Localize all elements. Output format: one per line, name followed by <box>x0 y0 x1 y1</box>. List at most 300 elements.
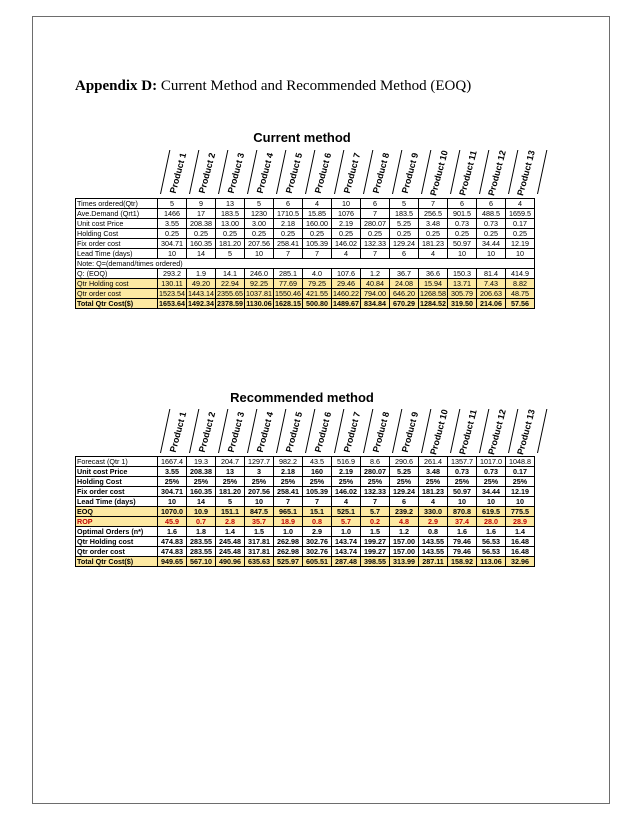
product-header: Product 1 <box>167 151 189 195</box>
table-cell: 4.0 <box>303 269 332 279</box>
table-cell: 0.73 <box>448 219 477 229</box>
product-header: Product 13 <box>515 408 537 456</box>
table-cell: 50.97 <box>448 239 477 249</box>
table-cell: 15.1 <box>303 507 332 517</box>
table-cell: 293.2 <box>158 269 187 279</box>
table-cell: 0.25 <box>390 229 419 239</box>
table-cell: 1460.22 <box>333 289 359 298</box>
row-label: Times ordered(Qtr) <box>76 199 158 209</box>
row-label: Qtr order cost <box>76 289 158 299</box>
product-header: Product 7 <box>341 410 363 454</box>
table-cell: 500.80 <box>303 299 332 309</box>
table-cell: 14.1 <box>216 269 245 279</box>
table-cell: 25% <box>216 477 245 487</box>
table-cell: 1037.81 <box>246 289 272 298</box>
appendix-heading-bold: Appendix D: <box>75 78 158 94</box>
table-cell: 2.8 <box>216 517 245 527</box>
table-cell: 965.1 <box>274 507 303 517</box>
table-cell: 635.63 <box>245 557 274 567</box>
table-row <box>76 497 535 507</box>
row-label: EOQ <box>76 507 158 517</box>
row-label: Qtr Holding cost <box>76 279 158 289</box>
table-cell: 1667.4 <box>158 457 187 467</box>
row-label: ROP <box>76 517 158 527</box>
table-cell: 0.17 <box>506 467 535 477</box>
table-cell: 10 <box>448 249 477 259</box>
product-header: Product 13 <box>515 149 537 197</box>
table-cell: 208.38 <box>187 467 216 477</box>
table-cell: 79.46 <box>448 537 477 547</box>
table-cell: 1653.64 <box>159 299 185 308</box>
table-cell: 7 <box>361 209 390 219</box>
table-cell: 1.4 <box>216 527 245 537</box>
table-cell: 157.00 <box>390 547 419 557</box>
table-cell: 304.71 <box>158 239 187 249</box>
table-cell: 56.53 <box>477 537 506 547</box>
table-cell: 32.96 <box>506 557 535 567</box>
table-cell: 0.25 <box>506 229 535 239</box>
table-row <box>76 219 535 229</box>
table-cell: 25% <box>419 477 448 487</box>
table-row <box>76 289 535 299</box>
table-cell: 10 <box>332 199 361 209</box>
row-label: Lead Time (days) <box>76 497 158 507</box>
row-label: Holding Cost <box>76 477 158 487</box>
table-cell: 2.18 <box>274 219 303 229</box>
table-cell: 7 <box>303 497 332 507</box>
table-cell: 25% <box>245 477 274 487</box>
table-cell: 0.7 <box>187 517 216 527</box>
table-cell: 1048.8 <box>506 457 535 467</box>
table-cell: 10 <box>506 249 535 259</box>
row-label: Total Qtr Cost($) <box>76 557 158 567</box>
table-cell: 45.9 <box>158 517 187 527</box>
row-label: Unit cost Price <box>76 467 158 477</box>
table-cell: 1.8 <box>187 527 216 537</box>
table-cell: 317.81 <box>245 537 274 547</box>
table-cell: 50.97 <box>448 487 477 497</box>
product-header: Product 8 <box>370 410 392 454</box>
table-cell: 567.10 <box>187 557 216 567</box>
table-cell: 1.9 <box>187 269 216 279</box>
table-cell: 474.83 <box>158 537 187 547</box>
table-cell: 5.7 <box>332 517 361 527</box>
product-header: Product 2 <box>196 151 218 195</box>
table-cell: 847.5 <box>245 507 274 517</box>
table-cell: 7 <box>419 199 448 209</box>
table-cell: 25% <box>274 477 303 487</box>
table-cell: 3.00 <box>245 219 274 229</box>
table-cell: 1357.7 <box>448 457 477 467</box>
table-cell: 319.50 <box>448 299 477 309</box>
table-cell: 313.99 <box>390 557 419 567</box>
table-cell: 10 <box>506 497 535 507</box>
table-cell: 670.29 <box>390 299 419 309</box>
table-cell: 3.48 <box>419 467 448 477</box>
table-cell: 36.7 <box>390 269 419 279</box>
table-cell: 1130.06 <box>246 299 272 308</box>
table-cell: 1070.0 <box>158 507 187 517</box>
table-cell: 1710.5 <box>274 209 303 219</box>
table-cell: 35.7 <box>245 517 274 527</box>
table-cell: 1443.14 <box>188 289 214 298</box>
table-cell: 7 <box>361 249 390 259</box>
table-cell: 3 <box>245 467 274 477</box>
table-row <box>76 229 535 239</box>
table-cell: 129.24 <box>390 487 419 497</box>
table-cell: 36.6 <box>419 269 448 279</box>
table-cell: 1.0 <box>332 527 361 537</box>
table-cell: 6 <box>390 249 419 259</box>
current-method-table <box>75 198 535 309</box>
current-method-title: Current method <box>253 130 351 145</box>
table-cell: 143.74 <box>332 547 361 557</box>
row-label: Holding Cost <box>76 229 158 239</box>
table-cell: 0.25 <box>216 229 245 239</box>
table-row <box>76 239 535 249</box>
table-cell: 1.2 <box>390 527 419 537</box>
table-cell: 25% <box>303 477 332 487</box>
table-cell: 1076 <box>332 209 361 219</box>
table-cell: 0.25 <box>477 229 506 239</box>
table-cell: 28.0 <box>477 517 506 527</box>
table-cell: 258.41 <box>274 487 303 497</box>
table-cell: 245.48 <box>216 537 245 547</box>
appendix-heading-text: Current Method and Recommended Method (EOQ) <box>160 78 472 94</box>
table-cell: 79.46 <box>448 547 477 557</box>
recommended-product-headers <box>160 408 540 456</box>
table-cell: 605.51 <box>303 557 332 567</box>
table-cell: 0.25 <box>303 229 332 239</box>
table-cell: 29.46 <box>332 279 361 289</box>
table-cell: 207.56 <box>245 487 274 497</box>
table-cell: 7 <box>274 249 303 259</box>
table-cell: 1.6 <box>477 527 506 537</box>
table-row <box>76 279 535 289</box>
product-header: Product 10 <box>428 408 450 456</box>
table-cell: 4 <box>332 497 361 507</box>
table-row <box>76 209 535 219</box>
table-cell: 794.00 <box>361 289 390 299</box>
table-cell: 1.5 <box>361 527 390 537</box>
table-cell: 0.25 <box>158 229 187 239</box>
table-cell: 7 <box>274 497 303 507</box>
table-cell: 81.4 <box>477 269 506 279</box>
product-header: Product 5 <box>283 410 305 454</box>
product-header: Product 5 <box>283 151 305 195</box>
table-cell: 525.97 <box>274 557 303 567</box>
table-cell: 4 <box>303 199 332 209</box>
row-label: Lead Time (days) <box>76 249 158 259</box>
table-cell: 262.98 <box>274 537 303 547</box>
table-cell: 0.25 <box>187 229 216 239</box>
table-cell: 5 <box>245 199 274 209</box>
table-cell: 7 <box>361 497 390 507</box>
table-cell: 18.9 <box>274 517 303 527</box>
table-cell: 16.48 <box>506 537 535 547</box>
table-cell: 49.20 <box>187 279 216 289</box>
table-cell: 261.4 <box>419 457 448 467</box>
table-cell: 15.94 <box>419 279 448 289</box>
row-label: Qtr Holding cost <box>76 537 158 547</box>
row-label: Q: (EOQ) <box>76 269 158 279</box>
table-cell: 25% <box>506 477 535 487</box>
row-label: Ave.Demand (Qrt1) <box>76 209 158 219</box>
table-cell: 7.43 <box>477 279 506 289</box>
table-cell: 525.1 <box>332 507 361 517</box>
table-cell: 290.6 <box>390 457 419 467</box>
table-cell: 6 <box>274 199 303 209</box>
table-cell: 1.6 <box>158 527 187 537</box>
table-row <box>76 199 535 209</box>
table-cell: 13 <box>216 199 245 209</box>
table-cell: 10 <box>448 497 477 507</box>
table-cell: 77.69 <box>274 279 303 289</box>
table-cell: 0.8 <box>419 527 448 537</box>
table-cell: 5 <box>158 199 187 209</box>
table-cell: 304.71 <box>158 487 187 497</box>
table-cell: 3.55 <box>158 467 187 477</box>
table-cell: 1297.7 <box>245 457 274 467</box>
table-cell: 5 <box>216 249 245 259</box>
table-cell: 40.84 <box>361 279 390 289</box>
table-cell: 280.07 <box>361 219 390 229</box>
table-cell: 12.19 <box>506 239 535 249</box>
table-cell: 9 <box>187 199 216 209</box>
table-cell: 17 <box>187 209 216 219</box>
table-cell: 181.20 <box>216 487 245 497</box>
table-row <box>76 517 535 527</box>
table-cell: 13 <box>216 467 245 477</box>
table-cell: 0.25 <box>245 229 274 239</box>
table-cell: 130.11 <box>158 279 187 289</box>
table-cell: 0.73 <box>477 219 506 229</box>
table-cell: 1466 <box>158 209 187 219</box>
table-cell: 421.55 <box>303 289 332 299</box>
table-cell: 207.56 <box>245 239 274 249</box>
table-cell: 0.8 <box>303 517 332 527</box>
table-cell: 0.25 <box>274 229 303 239</box>
table-cell: 8.6 <box>361 457 390 467</box>
table-cell: 0.2 <box>361 517 390 527</box>
table-cell: 183.5 <box>390 209 419 219</box>
table-cell: 834.84 <box>361 299 390 309</box>
table-cell: 619.5 <box>477 507 506 517</box>
table-cell: 34.44 <box>477 487 506 497</box>
product-header: Product 6 <box>312 151 334 195</box>
table-cell: 25% <box>390 477 419 487</box>
table-cell: 19.3 <box>187 457 216 467</box>
table-cell: 490.96 <box>216 557 245 567</box>
table-cell: 79.25 <box>303 279 332 289</box>
table-cell: 105.39 <box>303 487 332 497</box>
table-cell: 280.07 <box>361 467 390 477</box>
table-cell: 302.76 <box>303 537 332 547</box>
table-row <box>76 477 535 487</box>
product-header: Product 11 <box>457 149 479 197</box>
table-cell: 283.55 <box>187 537 216 547</box>
table-cell: 0.73 <box>477 467 506 477</box>
table-cell: 146.02 <box>332 487 361 497</box>
table-cell: 8.82 <box>506 279 535 289</box>
table-cell: 239.2 <box>390 507 419 517</box>
table-cell: 982.2 <box>274 457 303 467</box>
table-cell: 1.6 <box>448 527 477 537</box>
table-cell: 646.20 <box>390 289 419 299</box>
table-cell: 2.19 <box>332 219 361 229</box>
table-cell: 775.5 <box>506 507 535 517</box>
table-cell: 2.19 <box>332 467 361 477</box>
table-row <box>76 467 535 477</box>
table-cell: 28.9 <box>506 517 535 527</box>
table-cell: 129.24 <box>390 239 419 249</box>
table-cell: 6 <box>361 199 390 209</box>
table-cell: 181.23 <box>419 487 448 497</box>
table-cell: 204.7 <box>216 457 245 467</box>
table-cell: 48.75 <box>506 289 535 299</box>
product-header: Product 1 <box>167 410 189 454</box>
table-cell: 1489.67 <box>333 299 359 308</box>
table-cell: 488.5 <box>477 209 506 219</box>
table-cell: 132.33 <box>361 239 390 249</box>
product-header: Product 12 <box>486 149 508 197</box>
table-cell: 2355.65 <box>217 289 243 298</box>
row-label: Qtr order cost <box>76 547 158 557</box>
table-row <box>76 249 535 259</box>
row-label: Forecast (Qtr 1) <box>76 457 158 467</box>
row-label: Fix order cost <box>76 239 158 249</box>
table-cell: 143.74 <box>332 537 361 547</box>
note-row <box>76 259 535 269</box>
table-row <box>76 507 535 517</box>
table-cell: 0.25 <box>361 229 390 239</box>
table-cell: 2378.59 <box>217 299 243 308</box>
table-cell: 262.98 <box>274 547 303 557</box>
table-cell: 4 <box>506 199 535 209</box>
table-cell: 285.1 <box>274 269 303 279</box>
table-cell: 158.92 <box>448 557 477 567</box>
table-cell: 1284.52 <box>420 299 446 308</box>
table-cell: 132.33 <box>361 487 390 497</box>
table-cell: 10 <box>477 497 506 507</box>
table-row <box>76 299 535 309</box>
table-cell: 4 <box>332 249 361 259</box>
recommended-method-table <box>75 456 535 567</box>
table-cell: 287.48 <box>332 557 361 567</box>
table-cell: 5.7 <box>361 507 390 517</box>
product-header: Product 9 <box>399 151 421 195</box>
table-cell: 10 <box>158 249 187 259</box>
table-cell: 34.44 <box>477 239 506 249</box>
note-text: Note: Q=(demand/times ordered) <box>76 259 535 269</box>
table-cell: 107.6 <box>332 269 361 279</box>
table-cell: 6 <box>477 199 506 209</box>
table-cell: 160.35 <box>187 487 216 497</box>
table-cell: 143.55 <box>419 547 448 557</box>
table-cell: 25% <box>158 477 187 487</box>
table-cell: 12.19 <box>506 487 535 497</box>
product-header: Product 4 <box>254 151 276 195</box>
table-cell: 1230 <box>245 209 274 219</box>
table-cell: 3.48 <box>419 219 448 229</box>
table-cell: 183.5 <box>216 209 245 219</box>
product-header: Product 2 <box>196 410 218 454</box>
table-cell: 1628.15 <box>275 299 301 308</box>
table-cell: 1.0 <box>274 527 303 537</box>
table-cell: 2.9 <box>419 517 448 527</box>
table-cell: 0.25 <box>419 229 448 239</box>
table-cell: 14 <box>187 249 216 259</box>
table-cell: 0.73 <box>448 467 477 477</box>
table-cell: 0.17 <box>506 219 535 229</box>
table-cell: 13.71 <box>448 279 477 289</box>
table-cell: 5 <box>390 199 419 209</box>
table-cell: 317.81 <box>245 547 274 557</box>
table-cell: 208.38 <box>187 219 216 229</box>
table-cell: 25% <box>187 477 216 487</box>
table-cell: 25% <box>477 477 506 487</box>
recommended-method-title: Recommended method <box>230 390 374 405</box>
table-cell: 2.18 <box>274 467 303 477</box>
table-cell: 214.06 <box>477 299 506 309</box>
table-cell: 5.25 <box>390 467 419 477</box>
table-cell: 246.0 <box>245 269 274 279</box>
table-cell: 2.9 <box>303 527 332 537</box>
table-cell: 1550.46 <box>275 289 301 298</box>
table-cell: 15.85 <box>303 209 332 219</box>
table-cell: 7 <box>303 249 332 259</box>
table-cell: 901.5 <box>448 209 477 219</box>
product-header: Product 7 <box>341 151 363 195</box>
table-cell: 105.39 <box>303 239 332 249</box>
row-label: Optimal Orders (n*) <box>76 527 158 537</box>
row-label: Unit cost Price <box>76 219 158 229</box>
table-cell: 305.79 <box>448 289 477 299</box>
table-cell: 13.00 <box>216 219 245 229</box>
table-cell: 25% <box>332 477 361 487</box>
table-cell: 3.55 <box>158 219 187 229</box>
product-header: Product 12 <box>486 408 508 456</box>
table-row <box>76 487 535 497</box>
table-cell: 37.4 <box>448 517 477 527</box>
product-header: Product 4 <box>254 410 276 454</box>
table-cell: 160.00 <box>303 219 332 229</box>
table-cell: 150.3 <box>448 269 477 279</box>
table-cell: 5.25 <box>390 219 419 229</box>
product-header: Product 10 <box>428 149 450 197</box>
table-cell: 1492.34 <box>188 299 214 308</box>
table-cell: 157.00 <box>390 537 419 547</box>
table-cell: 302.76 <box>303 547 332 557</box>
table-cell: 474.83 <box>158 547 187 557</box>
table-cell: 398.55 <box>361 557 390 567</box>
table-cell: 870.8 <box>448 507 477 517</box>
product-header: Product 9 <box>399 410 421 454</box>
table-cell: 14 <box>187 497 216 507</box>
table-cell: 181.23 <box>419 239 448 249</box>
table-row <box>76 269 535 279</box>
table-cell: 330.0 <box>419 507 448 517</box>
table-cell: 1.4 <box>506 527 535 537</box>
product-header: Product 11 <box>457 408 479 456</box>
table-cell: 1017.0 <box>477 457 506 467</box>
table-cell: 4.8 <box>390 517 419 527</box>
table-cell: 287.11 <box>419 557 448 567</box>
table-cell: 0.25 <box>332 229 361 239</box>
row-label: Total Qtr Cost($) <box>76 299 158 309</box>
table-cell: 245.48 <box>216 547 245 557</box>
table-cell: 10.9 <box>187 507 216 517</box>
